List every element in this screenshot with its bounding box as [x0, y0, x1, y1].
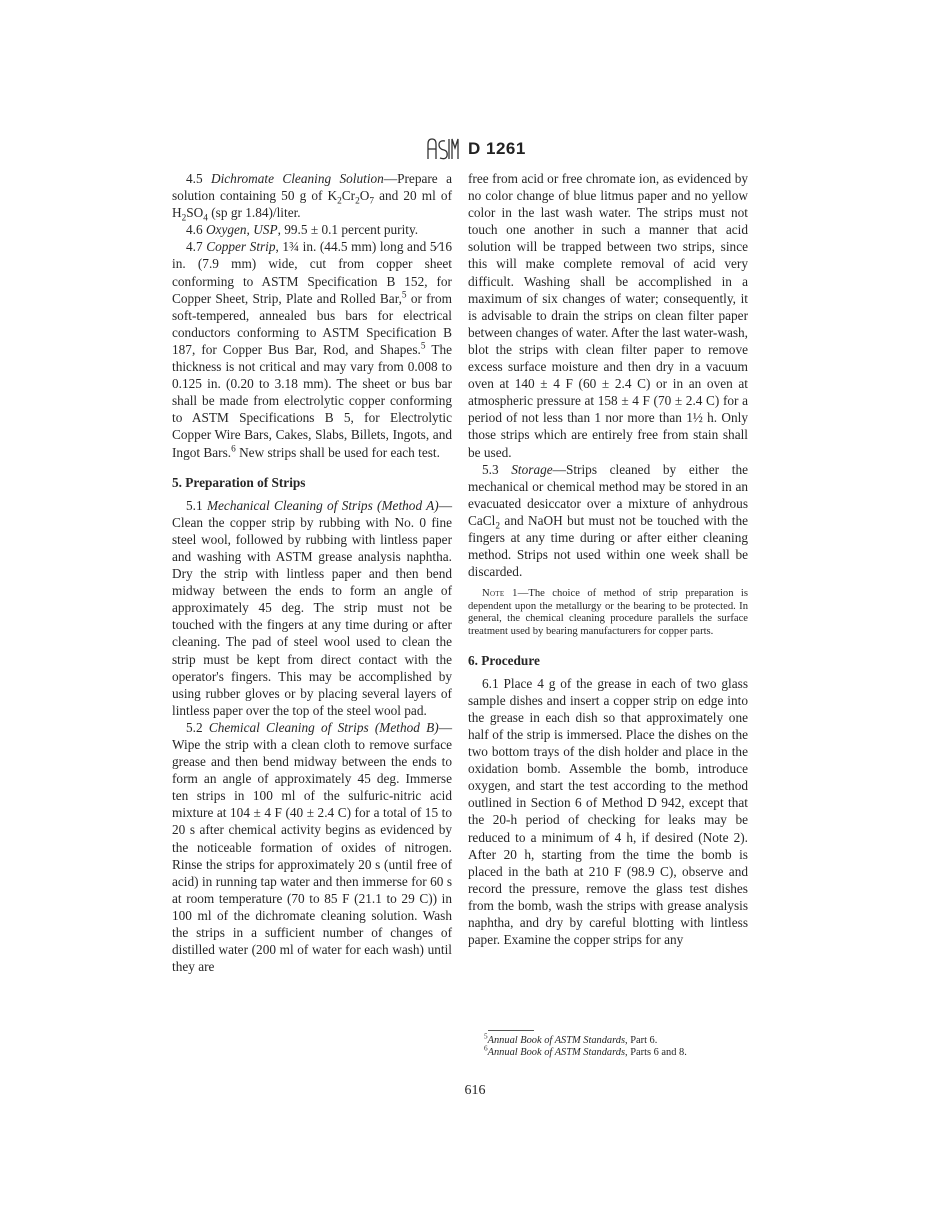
right-column — [468, 170, 748, 948]
para-text: SO — [186, 205, 204, 221]
para-title: Oxygen, USP — [205, 222, 278, 238]
para-number: 5.3 — [482, 461, 512, 477]
para-text: , 1¾ in. (44.5 mm) long and 5⁄16 in. (7.9 mm) wide, cut from copper sheet conforming to ASTM Specification B 152, for Copper Sheet, Strip, Plate and Rolled Bar, — [172, 239, 452, 306]
section-heading-5: 5. Preparation of Strips — [172, 474, 306, 490]
para-number: 6.1 — [482, 675, 504, 691]
paragraph-6-1 — [468, 675, 748, 949]
para-title: Mechanical Cleaning of Strips (Method A) — [206, 497, 439, 513]
footnote-title: Annual Book of ASTM Standards — [487, 1035, 626, 1046]
subscript: 2 — [337, 196, 342, 207]
para-title: Chemical Cleaning of Strips (Method B) — [208, 719, 439, 735]
footnotes — [484, 1032, 764, 1060]
astm-logo-icon — [425, 136, 459, 162]
footnote-divider — [488, 1030, 534, 1031]
paragraph-4-6 — [172, 221, 452, 238]
note-label: Note 1 — [482, 588, 518, 600]
para-title: Dichromate Cleaning Solution — [210, 171, 384, 186]
footnote-mark: 6 — [484, 1044, 488, 1053]
para-text: —Strips cleaned by either the mechanical or chemical method may be stored in an evacuated desiccator over a mixture of anhydrous CaCl — [468, 461, 748, 528]
subscript: 2 — [495, 521, 500, 532]
para-text: Cr — [341, 188, 356, 204]
para-number: 5.2 — [186, 719, 209, 735]
subscript: 4 — [203, 213, 208, 224]
footnote-ref: 6 — [231, 444, 236, 455]
note-text: —The choice of method of strip preparation is dependent upon the metallurgy or the bearing to be protected. In general, the chemical cleaning procedure parallels the surface treatment used by bearing manufacturers for copper parts. — [468, 588, 748, 638]
para-text: (sp gr 1.84)/liter. — [207, 205, 301, 221]
para-text: O — [359, 188, 370, 204]
para-text: and NaOH but must not be touched with the fingers at any time during or after either cleaning method. Strips not used within one week shall be discarded. — [468, 512, 748, 580]
paragraph-5-3 — [468, 461, 748, 581]
footnote-text: , Parts 6 and 8. — [625, 1047, 687, 1059]
subscript: 2 — [355, 196, 360, 207]
page-header — [0, 136, 950, 166]
subscript: 2 — [181, 213, 187, 224]
footnote-title: Annual Book of ASTM Standards — [487, 1047, 626, 1059]
para-text: and 20 ml of H — [172, 188, 452, 221]
section-heading-6: 6. Procedure — [468, 652, 540, 668]
paragraph-4-5 — [172, 170, 452, 224]
footnote-6 — [484, 1044, 764, 1059]
para-number: 5.1 — [186, 497, 207, 513]
para-text: New strips shall be used for each test. — [235, 444, 440, 460]
subscript: 7 — [369, 196, 374, 207]
para-text: The thickness is not critical and may vary from 0.008 to 0.125 in. (0.20 to 3.18 mm). The sheet or bus bar shall be made from electrolytic copper conforming to ASTM Specifications B 5, for Electrolytic Copper Wire Bars, Cakes, Slabs, Billets, Ingots, and Ingot Bars. — [172, 341, 452, 460]
footnote-ref: 5 — [420, 341, 426, 352]
paragraph-5-2 — [172, 719, 452, 975]
left-column — [172, 170, 452, 975]
para-number: 4.6 — [186, 222, 206, 238]
paragraph-4-7 — [172, 238, 452, 460]
para-text: —Wipe the strip with a clean cloth to remove surface grease and then bend midway between the ends to form an angle of approximately 45 deg. Immerse ten strips in 100 ml of the sulfuric-nitric acid mixture at 104 ± 4 F (40 ± 2.4 C) for a total of 15 to 20 s after chemical activity begins as evidenced by the noticeable formation of oxides of nitrogen. Rinse the strips for approximately 20 s (until free of acid) in running tap water and then immerse for 60 s at room temperature (70 to 85 F (21.1 to 29 C)) in 100 ml of the dichromate cleaning solution. Wash the strips in a sufficient number of changes of distilled water (200 ml of water for each wash) until they are — [172, 719, 452, 975]
para-text: or from soft-tempered, annealed bus bars for electrical conductors conforming to ASTM Specification B 187, for Copper Bus Bar, Rod, and Shapes. — [172, 290, 452, 357]
paragraph-5-2-continued: free from acid or free chromate ion, as evidenced by no color change of blue litmus paper and no yellow color in the last wash water. The strips must not touch one another in such a manner that acid solution will be trapped between two strips, since this will make complete removal of acid very difficult. Washing shall be accomplished in a maximum of six changes of water; consequently, it is advisable to drain the strips on clean filter paper between changes of water. After the last water-wash, blot the strips with clean filter paper to remove excess surface moisture and then dry in a vacuum oven at 140 ± 4 F (60 ± 2.4 C) or in an oven at atmospheric pressure at 158 ± 4 F (70 ± 2.4 C) for a period of not less than 1 nor more than 1½ h. Only those strips which are entirely free from stain shall be used. — [468, 171, 748, 460]
para-number: 4.5 — [186, 171, 211, 186]
page-number: 616 — [464, 1083, 486, 1098]
footnote-ref: 5 — [401, 290, 407, 301]
footnote-mark: 5 — [484, 1032, 488, 1041]
para-number: 4.7 — [186, 239, 207, 255]
footnote-5 — [484, 1032, 764, 1047]
paragraph-5-1 — [172, 497, 452, 719]
note-1 — [468, 588, 748, 638]
footnote-text: , Part 6. — [625, 1035, 658, 1046]
para-text: —Prepare a solution containing 50 g of K — [172, 171, 452, 204]
para-title: Storage — [511, 461, 553, 477]
standard-designation: D 1261 — [468, 139, 526, 158]
para-text: Place 4 g of the grease in each of two glass sample dishes and insert a copper strip on edge into the grease in each dish so that approximately one half of the strip is immersed. Place the dishes on the two bottom trays of the dish holder and place in the oxidation bomb. Assemble the bomb, introduce oxygen, and start the test according to the method outlined in Section 6 of Method D 942, except that the 20-h period of checking for leaks may be reduced to a minimum of 4 h, if desired (Note 2). After 20 h, starting from the time the bomb is placed in the bath at 210 F (98.9 C), observe and record the pressure, remove the glass test dishes from the bomb, wash the strips with grease analysis naphtha, and dry by careful blotting with lintless paper. Examine the copper strips for any — [468, 675, 748, 948]
para-text: —Clean the copper strip by rubbing with No. 0 fine steel wool, followed by rubbing with lintless paper and washing with ASTM grease analysis naphtha. Dry the strip with lintless paper and then bend midway between the ends to form an angle of approximately 45 deg. The strip must not be touched with the fingers at any time during or after cleaning. The pad of steel wool used to clean the strip must be kept from direct contact with the operator's fingers. This may be accomplished by using rubber gloves or by placing several layers of lintless paper over the top of the steel wool pad. — [172, 497, 453, 718]
para-text: , 99.5 ± 0.1 percent purity. — [277, 222, 419, 238]
para-title: Copper Strip — [206, 239, 276, 255]
